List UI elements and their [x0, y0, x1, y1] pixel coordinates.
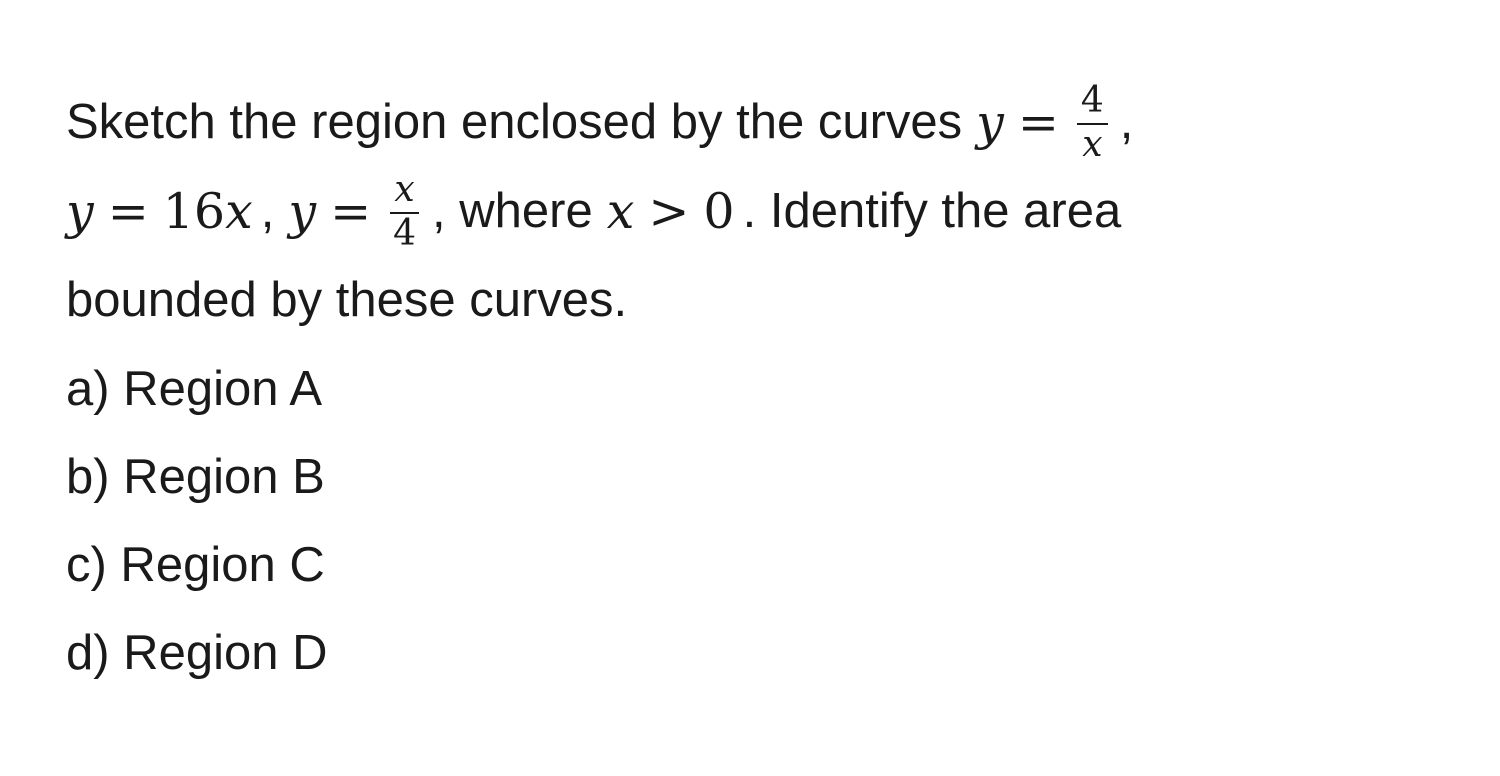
cond-lhs: x — [606, 183, 635, 240]
question-line-2 — [66, 167, 1446, 256]
equation-y-equals-4-over-x — [976, 78, 1112, 167]
option-a[interactable]: a) Region A — [66, 362, 323, 416]
eq1-operator: = — [1017, 94, 1059, 151]
separator-comma: , — [260, 184, 275, 238]
eq1-numerator: 4 — [1077, 83, 1108, 125]
question-line-3 — [66, 256, 1446, 345]
option-c[interactable]: c) Region C — [66, 538, 325, 592]
eq3-numerator: x — [390, 172, 418, 214]
question-line-2-tail: . Identify the area — [742, 184, 1122, 238]
eq3-lhs: y — [288, 183, 317, 240]
eq1-fraction — [1077, 79, 1108, 165]
eq2-lhs: y — [66, 183, 94, 240]
separator-comma: , — [1119, 95, 1134, 149]
cond-rhs: 0 — [703, 183, 735, 240]
option-d[interactable]: d) Region D — [66, 626, 328, 680]
eq3-operator: = — [330, 183, 372, 240]
equation-y-equals-x-over-4 — [288, 167, 424, 256]
eq2-variable: x — [225, 183, 253, 240]
question-intro-text: Sketch the region enclosed by the curves — [66, 95, 963, 149]
condition-x-greater-than-0 — [607, 167, 735, 256]
eq3-fraction — [389, 168, 420, 254]
question-line-1 — [66, 78, 1446, 167]
cond-operator: > — [648, 183, 690, 240]
eq2-coefficient: 16 — [162, 183, 226, 240]
question-closing-text: bounded by these curves. — [66, 273, 628, 327]
eq1-lhs: y — [976, 94, 1004, 151]
option-b[interactable]: b) Region B — [66, 450, 325, 504]
eq2-operator: = — [107, 183, 149, 240]
eq3-denominator: 4 — [393, 212, 417, 254]
equation-y-equals-16x — [66, 167, 253, 256]
where-text: , where — [432, 184, 593, 238]
eq1-denominator: x — [1082, 123, 1103, 165]
question-card — [66, 78, 1446, 697]
